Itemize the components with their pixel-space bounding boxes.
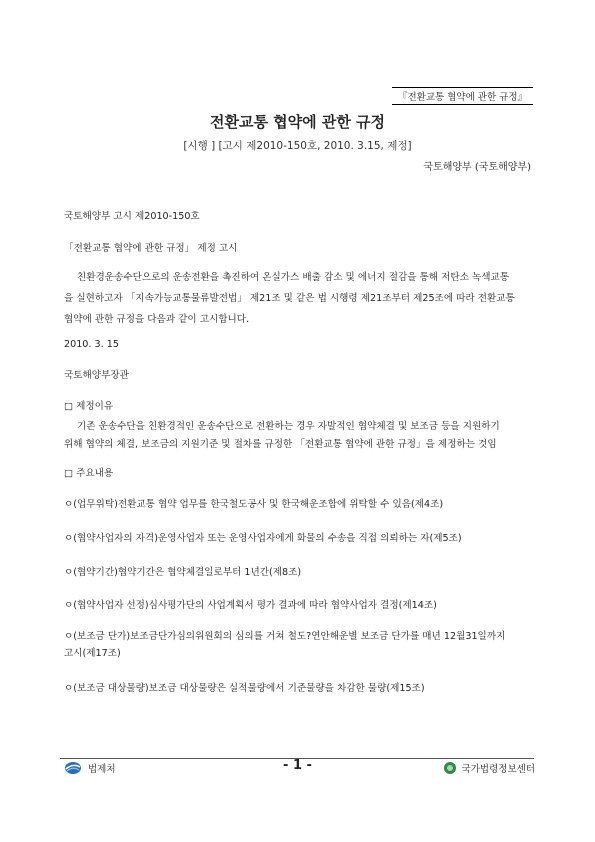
intro-line: 친환경운송수단으로의 운송전환을 촉진하여 온실가스 배출 감소 및 에너지 절감을 통해 저탄소 녹색교통 — [77, 272, 510, 283]
notice-number: 국토해양부 고시 제2010-150호 — [64, 211, 200, 222]
footer-right-label: 국가법령정보센터 — [461, 764, 535, 775]
enforcement-info: [시행 ] [고시 제2010-150호, 2010. 3.15, 제정] — [183, 140, 412, 152]
contents-item: ㅇ(보조금 단가)보조금단가심의위원회의 심의를 거쳐 철도?연안해운별 보조금 단가를 매년 12월31일까지 — [64, 631, 506, 642]
contents-item: ㅇ(협약사업자의 자격)운영사업자 또는 운영사업자에게 화물의 수송을 직접 의뢰하는 자(제5조) — [64, 533, 462, 544]
contents-item: ㅇ(업무위탁)전환교통 협약 업무를 한국철도공사 및 한국해운조합에 위탁할 수 있음(제4조) — [64, 499, 444, 510]
signer: 국토해양부장관 — [64, 370, 129, 381]
reason-line: 위해 협약의 체결, 보조금의 지원기준 및 절차를 규정한 「전환교통 협약에 관한 규정」을 제정하는 것임 — [64, 439, 497, 450]
intro-line: 협약에 관한 규정을 다음과 같이 고시합니다. — [64, 314, 250, 325]
document-header-label: 『전환교통 협약에 관한 규정』 — [392, 87, 533, 105]
notice-title: 「전환교통 협약에 관한 규정」 제정 고시 — [64, 243, 238, 254]
contents-heading: □ 주요내용 — [64, 468, 114, 479]
contents-item: ㅇ(보조금 대상물량)보조금 대상물량은 실적물량에서 기준물량을 차감한 물량(제15조) — [64, 683, 425, 694]
contents-item: ㅇ(협약사업자 선정)심사평가단의 사업계획서 평가 결과에 따라 협약사업자 결정(제14조) — [64, 600, 437, 611]
notice-date: 2010. 3. 15 — [64, 339, 119, 350]
page-title: 전환교통 협약에 관한 규정 — [209, 113, 386, 131]
contents-item: ㅇ(협약기간)협약기간은 협약체결일로부터 1년간(제8조) — [64, 567, 302, 578]
ministry-name: 국토해양부 (국토해양부) — [423, 162, 531, 173]
page-number: - 1 - — [283, 758, 312, 773]
reason-line: 기존 운송수단을 친환경적인 운송수단으로 전환하는 경우 자발적인 협약체결 및 보조금 등을 지원하기 — [77, 421, 500, 432]
footer-left-label: 법제처 — [88, 764, 116, 775]
reason-heading: □ 제정이유 — [64, 401, 114, 412]
contents-item-continued: 고시(제17조) — [64, 648, 121, 659]
footer-right — [443, 761, 535, 775]
intro-line: 을 실현하고자 「지속가능교통물류발전법」 제21조 및 같은 법 시행령 제21조부터 제25조에 따라 전환교통 — [64, 293, 515, 304]
law-center-logo-icon — [443, 761, 457, 775]
